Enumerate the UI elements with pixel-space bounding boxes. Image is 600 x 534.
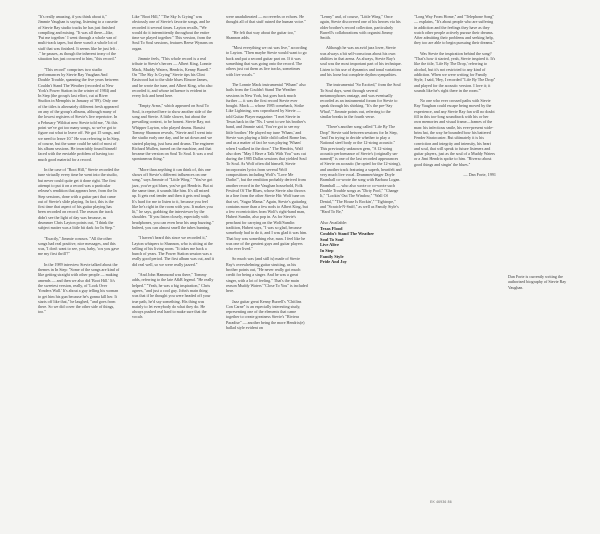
paragraph: "Empty Arms," which appeared on Soul To Soul, is reprised here to show another side of the song and Stevie. A little slower, but about the prevailing context, to be honest. Stevie Ray, not Whipper Layton, who played drums. Bassist Tommy Shannon reveals, "Stevie and I went into the studio early one day, and he sat down and we started playing, just bass and drums. The engineer Richard Mullen, turned on the machine, and that became the version on Soul To Soul. It was a real spontaneous thing." — [132, 103, 214, 162]
column-5 — [414, 14, 496, 177]
also-available-list — [320, 226, 402, 265]
paragraph: "Long Way From Home," and "Telephone Song" — explains, "It's about people who are suffering in addiction and the feelings they have as they watch other people actively pursue their dreams. After admitting their problems and seeking help, they too are able to begin pursuing their dreams." — [414, 14, 495, 46]
paragraph: "Most everything we cut was live," according to Layton. "Then maybe Stevie would want to go back and put a second guitar part on. If it was something that was going onto the record. The others just cut them as live tracks, sometimes with live vocals." — [226, 45, 307, 77]
paragraph: In the case of "Boot Hill," Stevie recorded the tune virtually every time he went into the studio, but never could quite get it done right. The first attempt to put it on a record was a particular release's rendition that appears here, from the In Step sessions, done with a guitar part that came out of Stevie's slide playing. In fact, this is the first time that aspect of his guitar playing has been recorded on record. The reason the track didn't see the light of day was because, as drummer Chris Layton points out, "I think the subject matter was a little bit dark for In Step." — [38, 167, 120, 231]
also-available-label: Also Available: — [320, 220, 348, 226]
paragraph: "It's really amazing, if you think about it," Jimmie Vaughan is saying, listening to a cassette of Stevie Ray studio tracks he has just finished compiling and mixing. "It was all there—like, 'Put me together.' I went through a whole van of multi-track tapes, but there wasn't a whole lot of stuff that was finished. It seems like he just left . . ." he pauses, as though the inherent irony of the situation has just occurred to him, "this record." — [38, 14, 120, 62]
paragraph: "And John Hammond was there," Tommy adds, referring to the late A&R legend. "He really helped." "Yeah, he was a big inspiration," Chris agrees, "and just a cool guy. John's main thing was that if he thought you were headed off your true path, he'd say something. His thing was mainly to let everybody do what they do. He always pushed real hard to make sure that the vocals — [132, 272, 214, 320]
paragraph: Like "Boot Hill," "The Sky Is Crying" was obviously one of Stevie's favorite songs, and he recorded it several times. Layton recalls, "We would do it intermittently throughout the entire time we played together." This version, from the Soul To Soul sessions, features Reese Wynans on organ. — [132, 14, 213, 51]
paragraph: In the 1989 interview Stevie talked about the themes in In Step: "Some of the songs are kind of like getting straight with other people — making amends — and then we also did 'Boot Hill.' It's the sweetest version, really, of 'Look Over Yonders Wall.' It's about a guy telling his woman to get him his gun because he's gonna kill her. It starts off like that," he laughed, "and goes from there. So we did cover the other side of things, too." — [38, 261, 120, 315]
paragraph: were unadulterated — no reverbs or echoes. He thought all of that stuff ruined the human voice." — [226, 14, 306, 25]
author-credit: Dan Forte is currently writing the authorized biography of Stevie Ray Vaughan. — [508, 274, 567, 290]
album-title: In Step — [320, 248, 334, 254]
paragraph: No one who ever crossed paths with Stevie Ray Vaughan could escape being moved by the experience, and any Stevie Ray fan will no doubt fill in this too-long soundtrack with his or her own memories and visual frame—frames of the man: his infectious smile, his ever-present wide-brim hat, the way he bounded bow his battered Fender Stratocaster. But ultimately it is his conviction and integrity and intensity, his heart and soul, that will speak to future listeners and guitar players, just as the soul of a Muddy Waters or a Jimi Hendrix spoke to him. "Riverso about good things and singin' the blues." — [414, 98, 495, 167]
paragraph: "This record" comprises two studio performances by Stevie Ray Vaughan And Double Trouble, spanning the five years between Couldn't Stand The Weather (recorded at New York's Power Station in the winter of 1984) and In Step (the group's last effort, cut at River Studios in Memphis in January of '89). Only one of the titles is alternately different fresh appeared on any of the group's albums, although many of the lowest registers of Stevie's live repertoire. In a February 'Wildcat new Stevie told me, "At this point we've got too many songs, so we've got to figure out what to leave off. We got 15 songs, and we need to leave 10." He was referring to In Step, of course, but the same could be said of most of his album sessions. He invariably found himself faced with the enviable problem of having too much good material for a record. — [38, 66, 120, 162]
album-title: Family Style — [320, 253, 344, 259]
album-title: Couldn't Stand The Weather — [320, 231, 375, 237]
column-4 — [320, 14, 402, 265]
album-title: Texas Flood — [320, 225, 343, 231]
paragraph: "I haven't heard this since we recorded it," Layton whispers to Shannon, who is sitting at the selling of his living room. "It takes me back a bunch of years. The Power Station session was a really good period. The first album was cut, and it did real well, so we were really jazzed." — [132, 235, 214, 267]
paragraph: The Lonnie Mack instrumental "Wham" also hails from the Couldn't Stand The Weather sessions in New York, but goes back much further — it was the first record Stevie ever bought. Mack — whose 1985 comeback, Strike Like Lightning, was coproduced by Stevie — told Guitar Player magazine: "I met Stevie in Texas back in the '70s. I went to see his brother's band, and Jimmie said, 'You've got to see my little brother.' He played my tune 'Wham,' and Stevie was playing a little child called Rome Inn, and as a matter of fact he was playing 'Wham' when I walked in the door." The Hendrix, Walf also does "May I Have a Talk With You" was cut during the 1985 Dallas sessions that yielded Soul To Soul. As Wolf often did himself, Stevie incorporates lyrics from several Wolf compositions including Wolf's "Love Me Darlin'", but the rendition probably derived from another record in the Vaughan household, Folk Festival Of The Blues, whose Stevie also throws in a line from the other Stevie Hit: Wolf tune on that set, "Sugar Mama." Again, Stevie's guitarlng contains more than a few nods to Albert King, but a few eccentricities from Wolf's right-hand man, Hubert Sumlin, also pop in. As for Stevie's penchant for carrying on the Wolf/Sumlin tradition, Hubert says, "I was so glad, because somebody had to do it, and I was glad it was him. That boy was something else, man. I feel like he was one of the greatest guys and guitar players who ever lived." — [226, 81, 308, 252]
catalog-number: EK 46936 86 — [430, 500, 452, 504]
album-title: Soul To Soul — [320, 236, 344, 242]
column-1 — [38, 14, 120, 320]
author-signature: — Dan Forte, 1991 — [463, 172, 496, 178]
paragraph: "There's another song called "Life By The Drop" Stevie said between sessions for In Step, "and I'm trying to decide whether to play a National steel body or the 12-string acoustic." This previously unknown gem, "A 12-string acoustic performance of Stevie's (originally un-named)" is one of the last recorded appearances of Stevie on acoustic (he opted for the 12-string), and another track featuring a superb, heartfelt and very much live vocal. Drummer/singer Doyle Bramhall co-wrote the song with Barbara Logan. Bramhall — who also wrote or co-wrote such Double Trouble songs as "Dirty Pool," "Change It," "Lookin' Out The Window," "Wall Of Denial," "The House Is Rockin'," "Tightrope," and "Scratch-N-Sniff," as well as Family Style's "Hard To Be," — [320, 124, 402, 215]
paragraph: "Lenny" and, of course, "Little Wing." Once again, Stevie discovered one of his heroes via his older brother's record collection, particularly Burrell's collaborations with organist Jimmy Smith. — [320, 14, 401, 41]
album-title: Live Alive — [320, 242, 339, 248]
paragraph: Although he was an avid jazz lover, Stevie was always a bit self-conscious about his own abilities in that arena. As always, Stevie Ray's soul was the most important part of his technique. Listen to his use of dynamics and tonal variations and his loose but complete rhythm sympathies. — [320, 45, 402, 77]
paragraph: Jimmie feels, "This whole record is a real tribute to Stevie's heroes — Albert King, Lonnie Mack, Muddy Waters, Hendrix, Kenny Burrell." On "The Sky Is Crying" Stevie tips his Clint Eastwood hat to the slide blues Elmore James, and he wrote the tune, and Albert King, who also recorded it, and whose influence is evident in every lick and bend here. — [132, 56, 213, 99]
album-title: Pride And Joy — [320, 259, 347, 265]
paragraph: "He felt that way about the guitar too," Shannon adds. — [226, 29, 296, 40]
paragraph: "Exactly," Jimmie concurs. "All the other songs had real positive, nice messages, and this was, 'I don't want to see, you, baby, 'cos you gave me my first thrill'!" — [38, 235, 120, 257]
paragraph: So much was (and still is) made of Stevie Ray's overwhelming guitar strutting, as his brother points out, "He never really got much credit for being a singer. And he was a great singer, with a lot of feeling." That's the main reason Muddy Waters' "Close To You" is included here. — [226, 256, 308, 294]
column-3 — [226, 14, 308, 335]
column-2 — [132, 14, 214, 325]
paragraph: Was Stevie the inspiration behind the song? "That's how it started, yeah, Stevie inspired it. It's like the title, 'Life By The Drop,' referring to alcohol, but it's not restricted to any kind of addiction. When we were writing for Family Style, I said, 'Hey, I recorded "Life By The Drop" and played for the acoustic version. I love it; it sounds like he's right there in the room.'" — [414, 50, 496, 93]
paragraph: The instrumental "So Excited," from the Soul To Soul days, went through several metamorphoses onstage, and was eventually recorded as an instrumental forum for Stevie to speak through his shirking. "It's the pre-'Say What!,'" Jimmie points out, referring to the similar breaks in the fourth verse. — [320, 82, 401, 120]
paragraph: "More than anything it can think of, this one shows off Stevie's different influences on one song," says Jimmie of "Little Wing." "You've got jazz, you've got blues, you've got Hendrix. But at the same time, it sounds like him. It's all mixed up. It gets real tender and then it gets real tough. It's hard for me to listen to it, because you feel like he's right in the room with you. It makes you lit," he says, grabbing the interviewer by the shoulder. "If you listen closely, especially with headphones, you can even hear his amp buzzing." Indeed, you can almost smell the tubes burning. — [132, 166, 214, 230]
paragraph: Jazz guitar great Kenny Burrell's "Chitlins Con Carne" is an especially interesting study, representing one of the elements that came together to create greatness Stevie's "Riviera Paradise" — another being the more Hendrix(e) ballad style evident on — [226, 298, 305, 331]
